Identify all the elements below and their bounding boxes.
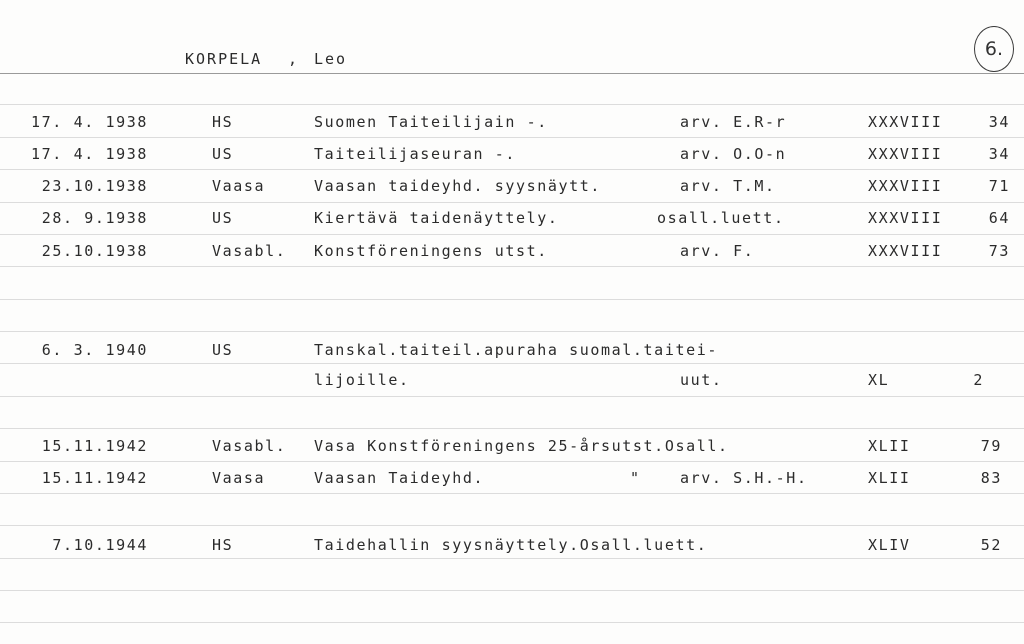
entry-page: 34 (988, 113, 1010, 131)
entry-note: arv. O.O-n (680, 145, 787, 163)
entry-volume: XLII (868, 437, 911, 455)
entry-date: 25.10.1938 (41, 242, 148, 260)
ruled-line (0, 525, 1024, 526)
ruled-line (0, 428, 1024, 429)
entry-date: 17. 4. 1938 (31, 145, 148, 163)
first-name: Leo (314, 50, 348, 68)
entry-source: Vaasa (212, 177, 266, 195)
entry-page: 2 (973, 371, 984, 389)
entry-date: 7.10.1944 (52, 536, 148, 554)
entry-page: 73 (988, 242, 1010, 260)
entry-description: Vaasan Taideyhd. (314, 469, 485, 487)
name-separator: , (288, 50, 299, 68)
entry-page: 83 (980, 469, 1002, 487)
surname: KORPELA (185, 50, 263, 68)
entry-description-continued: lijoille. (314, 371, 410, 389)
entry-note: arv. F. (680, 242, 755, 260)
ruled-line (0, 461, 1024, 462)
entry-description: Kiertävä taidenäyttely. (314, 209, 559, 227)
ruled-line (0, 363, 1024, 364)
entry-page: 79 (980, 437, 1002, 455)
ruled-line (0, 104, 1024, 105)
ruled-line (0, 622, 1024, 623)
entry-note: uut. (680, 371, 723, 389)
entry-description: Vasa Konstföreningens 25-årsutst.Osall. (314, 437, 729, 455)
entry-description: Suomen Taiteilijain -. (314, 113, 548, 131)
entry-date: 6. 3. 1940 (41, 341, 148, 359)
entry-date: 17. 4. 1938 (31, 113, 148, 131)
ruled-line (0, 137, 1024, 138)
entry-date: 15.11.1942 (41, 469, 148, 487)
entry-description: Vaasan taideyhd. syysnäytt. (314, 177, 602, 195)
entry-source: Vaasa (212, 469, 266, 487)
entry-description: Konstföreningens utst. (314, 242, 548, 260)
entry-note: arv. S.H.-H. (680, 469, 808, 487)
entry-source: US (212, 209, 234, 227)
entry-page: 64 (988, 209, 1010, 227)
ruled-line (0, 558, 1024, 559)
ruled-line (0, 396, 1024, 397)
entry-source: Vasabl. (212, 437, 287, 455)
entry-note: arv. E.R-r (680, 113, 787, 131)
entry-note: osall.luett. (657, 209, 785, 227)
entry-volume: XLII (868, 469, 911, 487)
entry-page: 52 (980, 536, 1002, 554)
entry-description: Tanskal.taiteil.apuraha suomal.taitei- (314, 341, 718, 359)
entry-volume: XL (868, 371, 890, 389)
entry-date: 15.11.1942 (41, 437, 148, 455)
ruled-line (0, 331, 1024, 332)
ruled-line (0, 202, 1024, 203)
entry-volume: XLIV (868, 536, 911, 554)
entry-description: Taiteilijaseuran -. (314, 145, 516, 163)
entry-volume: XXXVIII (868, 177, 943, 195)
entry-source: HS (212, 113, 234, 131)
ruled-line (0, 169, 1024, 170)
entry-description: Taidehallin syysnäyttely.Osall.luett. (314, 536, 708, 554)
entry-volume: XXXVIII (868, 209, 943, 227)
ruled-line (0, 493, 1024, 494)
entry-note: arv. T.M. (680, 177, 776, 195)
entry-volume: XXXVIII (868, 145, 943, 163)
ruled-line (0, 234, 1024, 235)
entry-date: 28. 9.1938 (41, 209, 148, 227)
entry-source: US (212, 145, 234, 163)
entry-date: 23.10.1938 (41, 177, 148, 195)
entry-source: Vasabl. (212, 242, 287, 260)
ruled-line (0, 266, 1024, 267)
entry-source: HS (212, 536, 234, 554)
card-number: 6. (974, 26, 1014, 72)
ruled-line (0, 590, 1024, 591)
header-rule (0, 73, 1024, 74)
entry-source: US (212, 341, 234, 359)
entry-page: 34 (988, 145, 1010, 163)
entry-page: 71 (988, 177, 1010, 195)
entry-volume: XXXVIII (868, 113, 943, 131)
ruled-line (0, 299, 1024, 300)
entry-volume: XXXVIII (868, 242, 943, 260)
ditto-mark: " (630, 469, 641, 487)
